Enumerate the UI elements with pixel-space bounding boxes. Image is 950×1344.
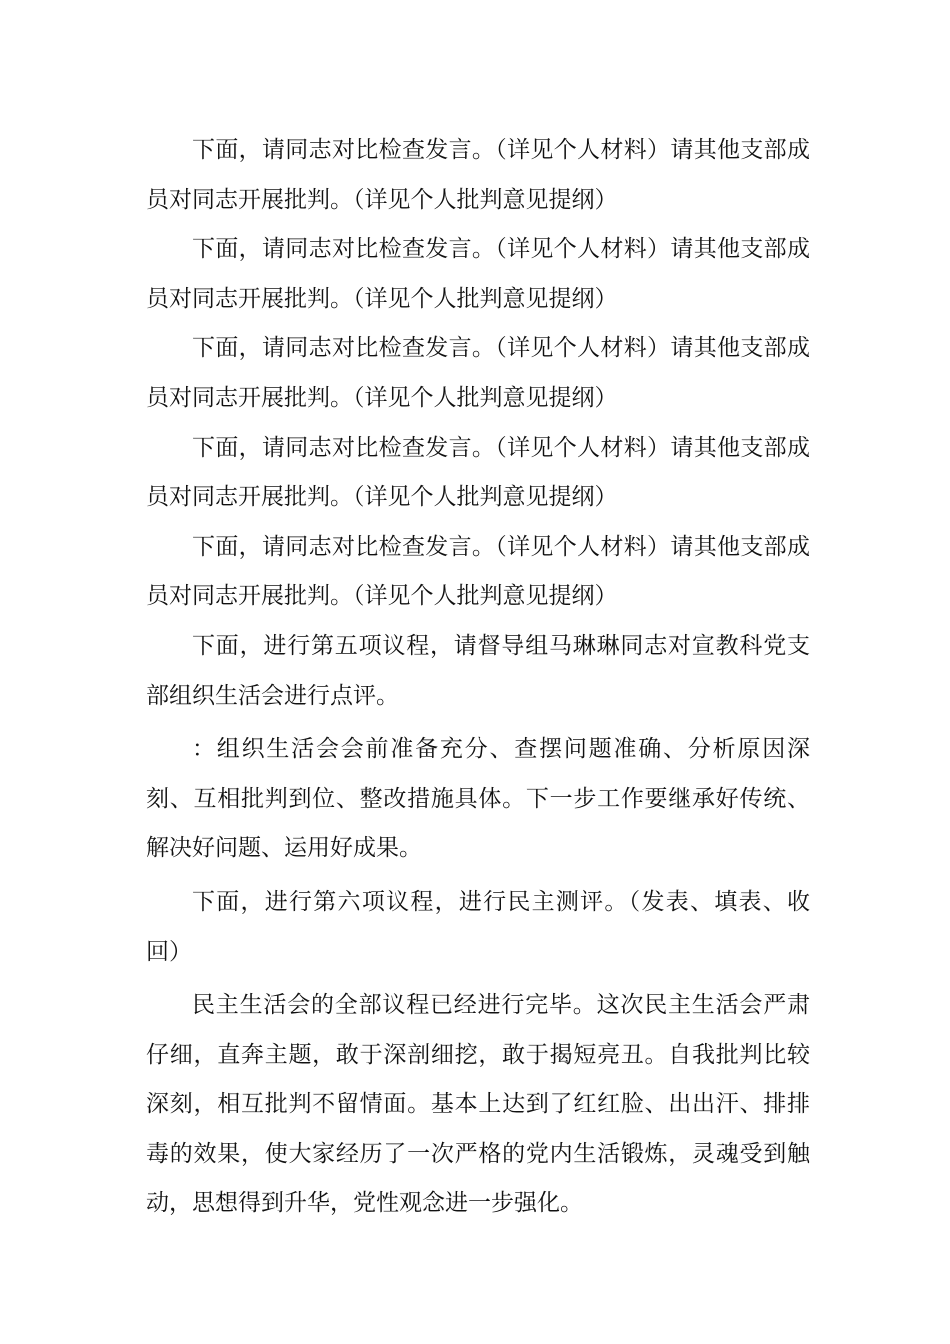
paragraph-self-review-4: 下面，请同志对比检查发言。（详见个人材料）请其他支部成员对同志开展批判。（详见个人批判意见提纲） bbox=[146, 434, 810, 511]
paragraph-agenda-item-five: 下面，进行第五项议程，请督导组马琳琳同志对宣教科党支部组织生活会进行点评。 bbox=[146, 632, 810, 709]
paragraph-agenda-item-six: 下面，进行第六项议程，进行民主测评。（发表、填表、收回） bbox=[146, 888, 810, 965]
paragraph-self-review-3: 下面，请同志对比检查发言。（详见个人材料）请其他支部成员对同志开展批判。（详见个人批判意见提纲） bbox=[146, 335, 810, 411]
paragraph-self-review-2: 下面，请同志对比检查发言。（详见个人材料）请其他支部成员对同志开展批判。（详见个人批判意见提纲） bbox=[146, 236, 810, 312]
paragraph-supervisor-comment: ：组织生活会会前准备充分、查摆问题准确、分析原因深刻、互相批判到位、整改措施具体。下一步工作要继承好传统、解决好问题、运用好成果。 bbox=[146, 736, 810, 862]
paragraph-self-review-1: 下面，请同志对比检查发言。（详见个人材料）请其他支部成员对同志开展批判。（详见个人批判意见提纲） bbox=[146, 137, 810, 213]
paragraph-closing-summary: 民主生活会的全部议程已经进行完毕。这次民主生活会严肃仔细，直奔主题，敢于深剖细挖，敢于揭短亮丑。自我批判比较深刻，相互批判不留情面。基本上达到了红红脸、出出汗、排排毒的效果，使大家经历了一次严格的党内生活锻炼，灵魂受到触动，思想得到升华，党性观念进一步强化。 bbox=[146, 992, 810, 1217]
document-body bbox=[146, 126, 810, 1229]
paragraph-self-review-5: 下面，请同志对比检查发言。（详见个人材料）请其他支部成员对同志开展批判。（详见个人批判意见提纲） bbox=[146, 533, 810, 610]
